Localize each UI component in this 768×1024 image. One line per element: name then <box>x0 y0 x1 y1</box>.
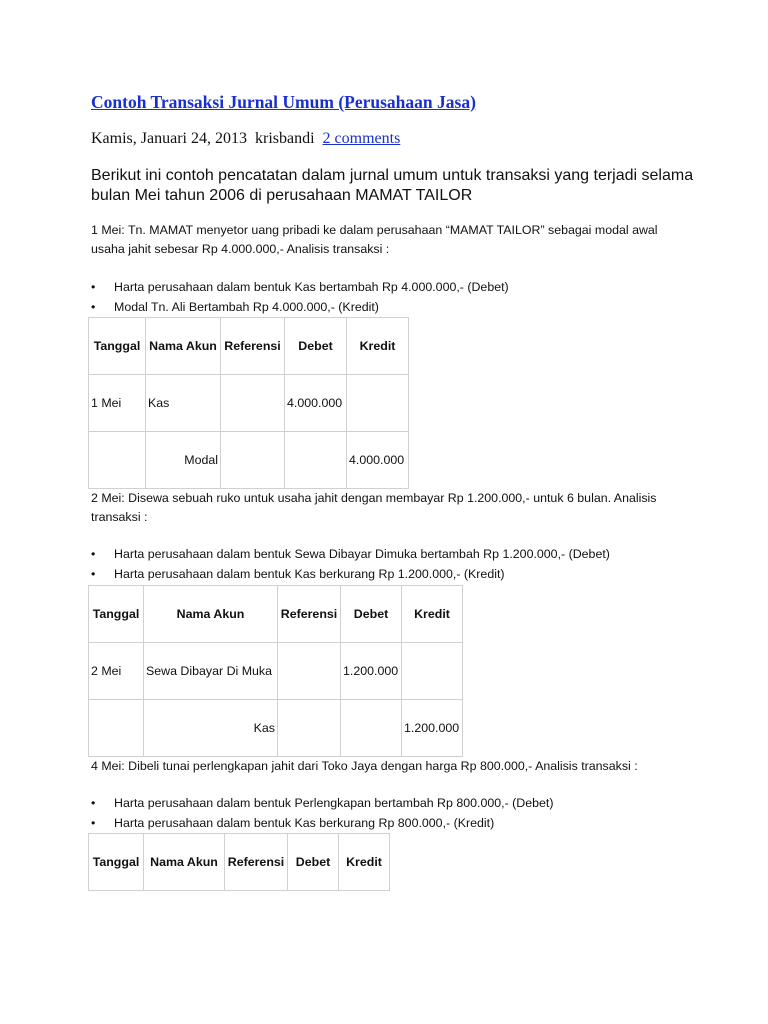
cell-tanggal <box>89 700 144 757</box>
post-meta <box>91 130 400 148</box>
list-item <box>91 277 509 297</box>
list-item <box>91 813 553 833</box>
header-referensi: Referensi <box>278 586 341 643</box>
transaction-1-description: 1 Mei: Tn. MAMAT menyetor uang pribadi ke dalam perusahaan “MAMAT TAILOR” sebagai modal awal usaha jahit sebesar Rp 4.000.000,- Analisis transaksi : <box>91 223 658 256</box>
bullet-icon: • <box>91 300 96 314</box>
bullet-icon: • <box>91 796 96 810</box>
cell-nama-akun: Kas <box>146 375 221 432</box>
cell-tanggal: 1 Mei <box>89 375 146 432</box>
bullet-text: Harta perusahaan dalam bentuk Perlengkapan bertambah Rp 800.000,- (Debet) <box>114 796 554 810</box>
cell-referensi <box>221 432 285 489</box>
cell-tanggal <box>89 432 146 489</box>
header-nama-akun: Nama Akun <box>144 586 278 643</box>
bullet-text: Harta perusahaan dalam bentuk Sewa Dibayar Dimuka bertambah Rp 1.200.000,- (Debet) <box>114 547 610 561</box>
header-referensi: Referensi <box>225 834 288 891</box>
transaction-1-analysis <box>91 277 509 317</box>
bullet-icon: • <box>91 816 96 830</box>
bullet-text: Harta perusahaan dalam bentuk Kas berkurang Rp 800.000,- (Kredit) <box>114 816 495 830</box>
cell-kredit: 1.200.000 <box>402 700 463 757</box>
journal-table-1 <box>88 317 409 489</box>
cell-debet: 1.200.000 <box>341 643 402 700</box>
list-item <box>91 793 553 813</box>
transaction-3-analysis <box>91 793 553 833</box>
cell-kredit <box>347 375 409 432</box>
cell-tanggal: 2 Mei <box>89 643 144 700</box>
post-author: krisbandi <box>254 130 315 147</box>
table-header-row <box>89 834 390 891</box>
bullet-text: Modal Tn. Ali Bertambah Rp 4.000.000,- (Kredit) <box>114 300 379 314</box>
cell-debet: 4.000.000 <box>285 375 347 432</box>
table-row <box>89 375 409 432</box>
intro-paragraph: Berikut ini contoh pencatatan dalam jurnal umum untuk transaksi yang terjadi selama bulan Mei tahun 2006 di perusahaan MAMAT TAILOR <box>91 167 694 204</box>
header-kredit: Kredit <box>347 318 409 375</box>
transaction-3-description: 4 Mei: Dibeli tunai perlengkapan jahit dari Toko Jaya dengan harga Rp 800.000,- Analisis transaksi : <box>91 759 638 773</box>
header-tanggal: Tanggal <box>89 834 144 891</box>
header-kredit: Kredit <box>339 834 390 891</box>
bullet-text: Harta perusahaan dalam bentuk Kas bertambah Rp 4.000.000,- (Debet) <box>114 280 509 294</box>
table-header-row <box>89 318 409 375</box>
cell-nama-akun: Kas <box>144 700 278 757</box>
header-referensi: Referensi <box>221 318 285 375</box>
list-item <box>91 544 610 564</box>
header-nama-akun: Nama Akun <box>146 318 221 375</box>
table-header-row <box>89 586 463 643</box>
header-debet: Debet <box>288 834 339 891</box>
cell-debet <box>285 432 347 489</box>
comments-link[interactable]: 2 comments <box>322 130 401 147</box>
bullet-icon: • <box>91 280 96 294</box>
cell-referensi <box>221 375 285 432</box>
header-debet: Debet <box>341 586 402 643</box>
list-item <box>91 564 610 584</box>
header-tanggal: Tanggal <box>89 586 144 643</box>
cell-debet <box>341 700 402 757</box>
cell-kredit: 4.000.000 <box>347 432 409 489</box>
journal-table-2 <box>88 585 463 757</box>
header-nama-akun: Nama Akun <box>144 834 225 891</box>
bullet-text: Harta perusahaan dalam bentuk Kas berkurang Rp 1.200.000,- (Kredit) <box>114 567 505 581</box>
cell-referensi <box>278 700 341 757</box>
bullet-icon: • <box>91 547 96 561</box>
cell-referensi <box>278 643 341 700</box>
list-item <box>91 297 509 317</box>
header-tanggal: Tanggal <box>89 318 146 375</box>
bullet-icon: • <box>91 567 96 581</box>
cell-kredit <box>402 643 463 700</box>
header-kredit: Kredit <box>402 586 463 643</box>
header-debet: Debet <box>285 318 347 375</box>
table-row <box>89 432 409 489</box>
table-row <box>89 700 463 757</box>
transaction-2-analysis <box>91 544 610 584</box>
table-row <box>89 643 463 700</box>
cell-nama-akun: Modal <box>146 432 221 489</box>
cell-nama-akun: Sewa Dibayar Di Muka <box>144 643 278 700</box>
journal-table-3 <box>88 833 390 891</box>
transaction-2-description: 2 Mei: Disewa sebuah ruko untuk usaha jahit dengan membayar Rp 1.200.000,- untuk 6 bulan. Analisis transaksi : <box>91 491 657 524</box>
post-date: Kamis, Januari 24, 2013 <box>91 130 247 147</box>
article-title[interactable]: Contoh Transaksi Jurnal Umum (Perusahaan Jasa) <box>91 92 476 112</box>
